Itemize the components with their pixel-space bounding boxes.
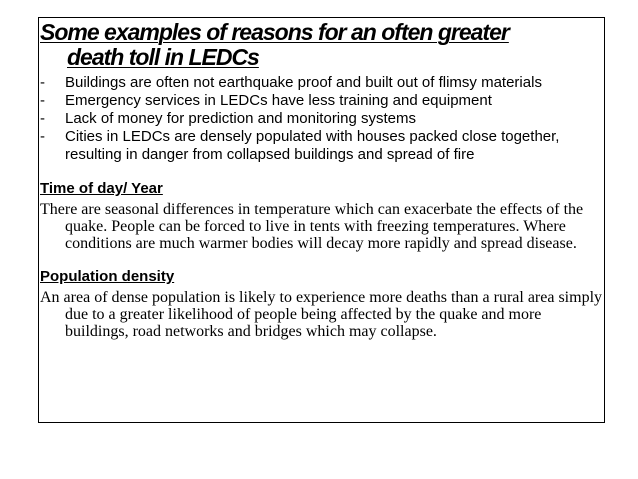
list-item-text: Emergency services in LEDCs have less training and equipment [65, 92, 492, 109]
bullet-dash: - [40, 110, 45, 127]
list-item [39, 92, 604, 110]
list-item-text: Cities in LEDCs are densely populated with houses packed close together, resulting in danger from collapsed buildings and spread of fire [65, 128, 560, 163]
section-text-population-density: An area of dense population is likely to experience more deaths than a rural area simply due to a greater likelihood of people being affected by the quake and more buildings, road networks and bridges which may collapse. [40, 289, 603, 340]
list-item-text: Buildings are often not earthquake proof and built out of flimsy materials [65, 74, 542, 91]
bullet-dash: - [40, 92, 45, 109]
list-item-text: Lack of money for prediction and monitoring systems [65, 110, 416, 127]
section-text-time-of-day: There are seasonal differences in temperature which can exacerbate the effects of the quake. People can be forced to live in tents with freezing temperatures. Where conditions are much warmer bodies will decay more rapidly and spread disease. [40, 201, 584, 252]
bullet-dash: - [40, 74, 45, 91]
section-heading-time-of-day: Time of day/ Year [40, 180, 163, 197]
reasons-list [39, 74, 604, 164]
content-box [38, 17, 605, 423]
bullet-dash: - [40, 128, 45, 145]
list-item [39, 110, 604, 128]
list-item [39, 74, 604, 92]
section-heading-population-density: Population density [40, 268, 175, 285]
page-title [39, 18, 604, 70]
list-item [39, 128, 604, 164]
title-line-2: death toll in LEDCs [67, 44, 259, 70]
title-line-1: Some examples of reasons for an often greater [40, 19, 509, 45]
